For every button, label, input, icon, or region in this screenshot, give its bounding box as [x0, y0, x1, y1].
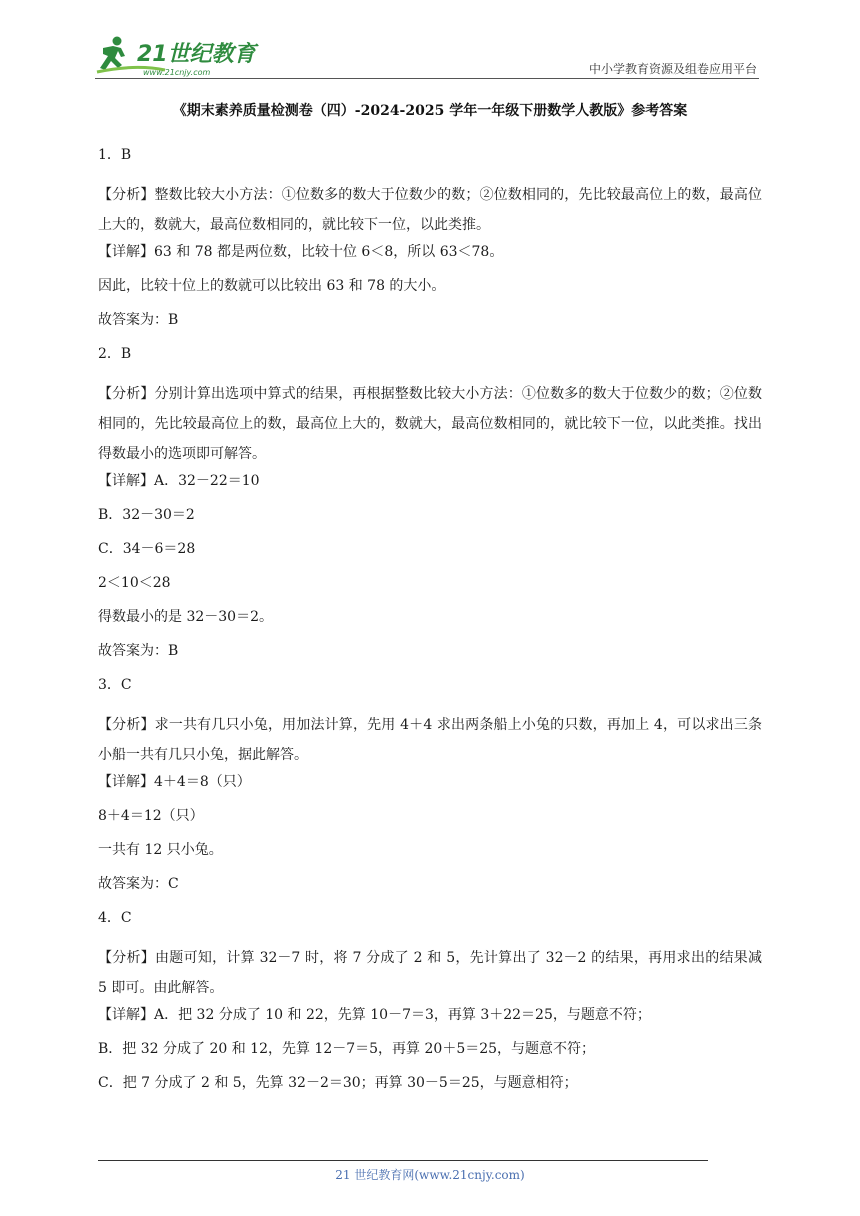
answer-line: 得数最小的是 32－30＝2。 — [98, 609, 273, 625]
answer-line: C．把 7 分成了 2 和 5，先算 32－2＝30；再算 30－5＝25，与题意相符； — [98, 1075, 578, 1091]
logo-url: www.21cnjy.com — [143, 68, 211, 77]
answer-line: B．把 32 分成了 20 和 12，先算 12－7＝5，再算 20＋5＝25，与题意不符； — [98, 1041, 596, 1057]
answer-line: 【分析】求一共有几只小兔，用加法计算，先用 4＋4 求出两条船上小兔的只数，再加上 4，可以求出三条小船一共有几只小兔，据此解答。 — [98, 717, 762, 763]
answer-line: 故答案为：C — [98, 876, 179, 892]
answer-content — [98, 146, 762, 1108]
answer-line: B．32－30＝2 — [98, 507, 195, 523]
answer-line: 8＋4＝12（只） — [98, 808, 204, 824]
answer-line: 【分析】分别计算出选项中算式的结果，再根据整数比较大小方法：①位数多的数大于位数少的数；②位数相同的，先比较最高位上的数，最高位上大的，数就大，最高位数相同的，就比较下一位，以此类推。找出得数最小的选项即可解答。 — [98, 386, 762, 462]
answer-line: 因此，比较十位上的数就可以比较出 63 和 78 的大小。 — [98, 278, 446, 294]
answer-line: 【分析】由题可知，计算 32－7 时，将 7 分成了 2 和 5，先计算出了 32－2 的结果，再用求出的结果减 5 即可。由此解答。 — [98, 950, 762, 996]
answer-line: 【分析】整数比较大小方法：①位数多的数大于位数少的数；②位数相同的，先比较最高位上的数，最高位上大的，数就大，最高位数相同的，就比较下一位，以此类推。 — [98, 187, 762, 233]
answer-line: 2＜10＜28 — [98, 575, 171, 591]
answer-line: C．34－6＝28 — [98, 541, 196, 557]
answer-line: 【详解】4＋4＝8（只） — [98, 774, 251, 790]
answer-line: 故答案为：B — [98, 643, 179, 659]
footer-divider — [98, 1160, 708, 1161]
logo — [95, 34, 265, 78]
footer-link[interactable]: 21 世纪教育网(www.21cnjy.com) — [335, 1168, 525, 1182]
answer-line: 【详解】A．32－22＝10 — [98, 473, 260, 489]
answer-line: 【详解】A．把 32 分成了 10 和 22，先算 10－7＝3，再算 3＋22＝25，与题意不符； — [98, 1007, 651, 1023]
page-header — [95, 30, 759, 80]
answer-line: 【详解】63 和 78 都是两位数，比较十位 6＜8，所以 63＜78。 — [98, 244, 504, 260]
answer-line: 4．C — [98, 910, 132, 926]
answer-line: 3．C — [98, 677, 132, 693]
answer-line: 故答案为：B — [98, 312, 179, 328]
header-divider — [95, 78, 759, 79]
answer-line: 2．B — [98, 346, 132, 362]
logo-text: 21世纪教育 — [137, 42, 256, 67]
document-title: 《期末素养质量检测卷（四）-2024-2025 学年一年级下册数学人教版》参考答案 — [172, 103, 688, 119]
answer-line: 1．B — [98, 147, 132, 163]
platform-label: 中小学教育资源及组卷应用平台 — [588, 62, 757, 76]
answer-line: 一共有 12 只小兔。 — [98, 842, 223, 858]
